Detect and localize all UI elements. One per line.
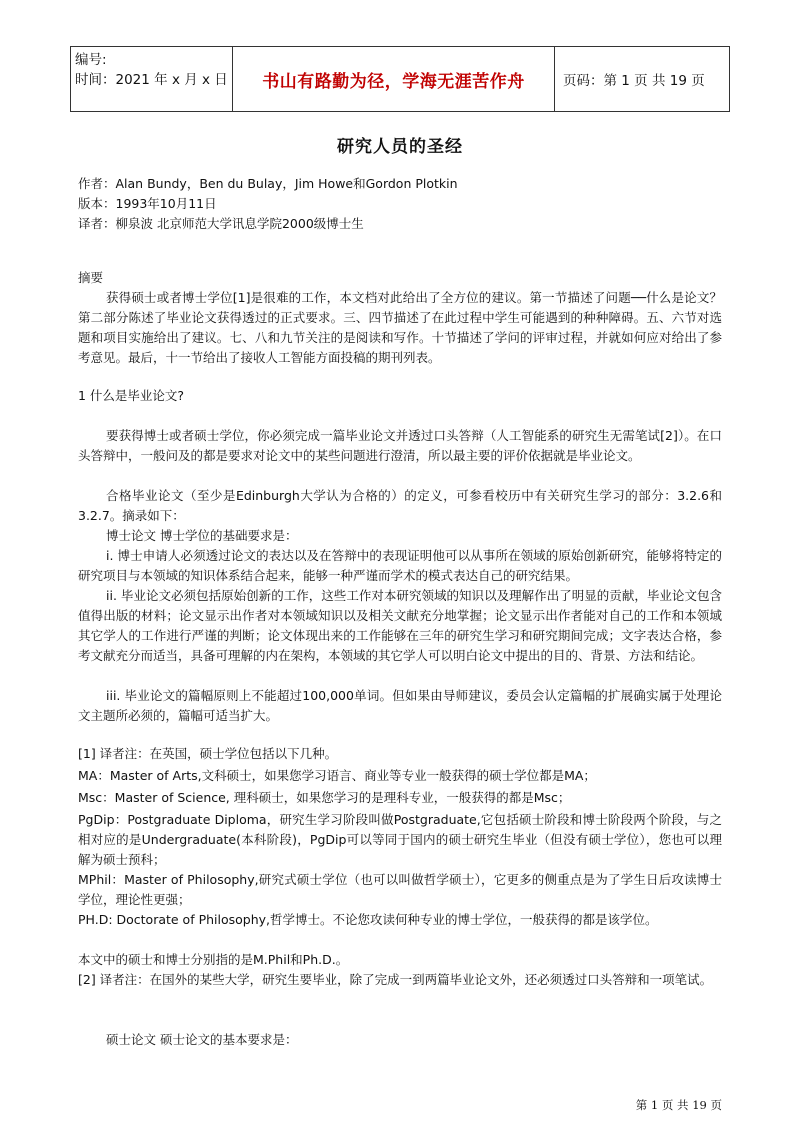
section-1-paragraph-2: 合格毕业论文（至少是Edinburgh大学认为合格的）的定义，可参看校历中有关研究生学习的部分：3.2.6和3.2.7。摘录如下： [78,488,722,523]
footnote-1-phd: PH.D: Doctorate of Philosophy,哲学博士。不论您攻读何种专业的博士学位，一般获得的都是该学位。 [78,912,658,927]
abstract-heading: 摘要 [78,270,104,285]
phd-requirements-intro: 博士论文 博士学位的基础要求是： [106,528,298,543]
phd-requirement-iii: iii. 毕业论文的篇幅原则上不能超过100,000单词。但如果由导师建议，委员会认定篇幅的扩展确实属于处理论文主题所必须的，篇幅可适当扩大。 [78,688,722,723]
version-line: 版本：1993年10月11日 [78,196,217,211]
header-info-cell [71,47,233,111]
translator-line: 译者：柳泉波 北京师范大学讯息学院2000级博士生 [78,216,364,231]
author-line: 作者：Alan Bundy，Ben du Bulay，Jim Howe和Gordon Plotkin [78,176,458,191]
phd-requirement-ii: ii. 毕业论文必须包括原始创新的工作，这些工作对本研究领域的知识以及理解作出了明显的贡献，毕业论文包含值得出版的材料；论文显示出作者对本领域知识以及相关文献充分地掌握；论文显示出作者能对自己的工作和本领域其它学人的工作进行严谨的判断；论文体现出来的工作能够在三年的研究生学习和研究期间完成；文字表达合格，参考文献充分而适当，具备可理解的内在架构，本领域的其它学人可以明白论文中提出的目的、背景、方法和结论。 [78,588,722,663]
header-table [70,46,730,112]
document-time: 时间：2021 年 x 月 x 日 [75,72,228,88]
document-number-label: 编号: [75,52,107,68]
master-requirements-intro: 硕士论文 硕士论文的基本要求是： [106,1032,298,1047]
footer-page-number: 第 1 页 共 19 页 [635,1098,722,1112]
header-motto: 书山有路勤为径，学海无涯苦作舟 [233,47,555,111]
footnote-1-ma: MA：Master of Arts,文科硕士，如果您学习语言、商业等专业一般获得的硕士学位都是MA； [78,768,596,783]
footnote-1-after: 本文中的硕士和博士分别指的是M.Phil和Ph.D.。 [78,952,349,967]
footnote-1-pgdip: PgDip：Postgraduate Diploma，研究生学习阶段叫做Postgraduate,它包括硕士阶段和博士阶段两个阶段，与之相对应的是Undergraduate(本科阶段)，PgDip可以等同于国内的硕士研究生毕业（但没有硕士学位），您也可以理解为硕士预科； [78,812,722,867]
section-1-paragraph-1: 要获得博士或者硕士学位，你必须完成一篇毕业论文并透过口头答辩（人工智能系的研究生无需笔试[2]）。在口头答辩中，一般问及的都是要求对论文中的某些问题进行澄清，所以最主要的评价依据就是毕业论文。 [78,428,722,463]
header-page-number: 页码：第 1 页 共 19 页 [563,73,705,89]
footnote-1-title: [1] 译者注：在英国，硕士学位包括以下几种。 [78,746,338,761]
phd-requirement-i: i. 博士申请人必须透过论文的表达以及在答辩中的表现证明他可以从事所在领域的原始创新研究，能够将特定的研究项目与本领域的知识体系结合起来，能够一种严谨而学术的模式表达自己的研究结果。 [78,548,722,583]
abstract-paragraph: 获得硕士或者博士学位[1]是很难的工作，本文档对此给出了全方位的建议。第一节描述了问题──什么是论文？第二部分陈述了毕业论文获得透过的正式要求。三、四节描述了在此过程中学生可能遇到的种种障碍。五、六节对选题和项目实施给出了建议。七、八和九节关注的是阅读和写作。十节描述了学问的评审过程，并就如何应对给出了参考意见。最后，十一节给出了接收人工智能方面投稿的期刊列表。 [78,290,722,365]
footnote-1-mphil: MPhil：Master of Philosophy,研究式硕士学位（也可以叫做哲学硕士），它更多的侧重点是为了学生日后攻读博士学位，理论性更强； [78,872,722,907]
section-1-heading: 1 什么是毕业论文? [78,388,185,403]
footnote-1-msc: Msc：Master of Science, 理科硕士，如果您学习的是理科专业，一般获得的都是Msc； [78,790,571,805]
footnote-2: [2] 译者注：在国外的某些大学，研究生要毕业，除了完成一到两篇毕业论文外，还必须透过口头答辩和一项笔试。 [78,972,713,987]
document-title: 研究人员的圣经 [337,137,463,157]
